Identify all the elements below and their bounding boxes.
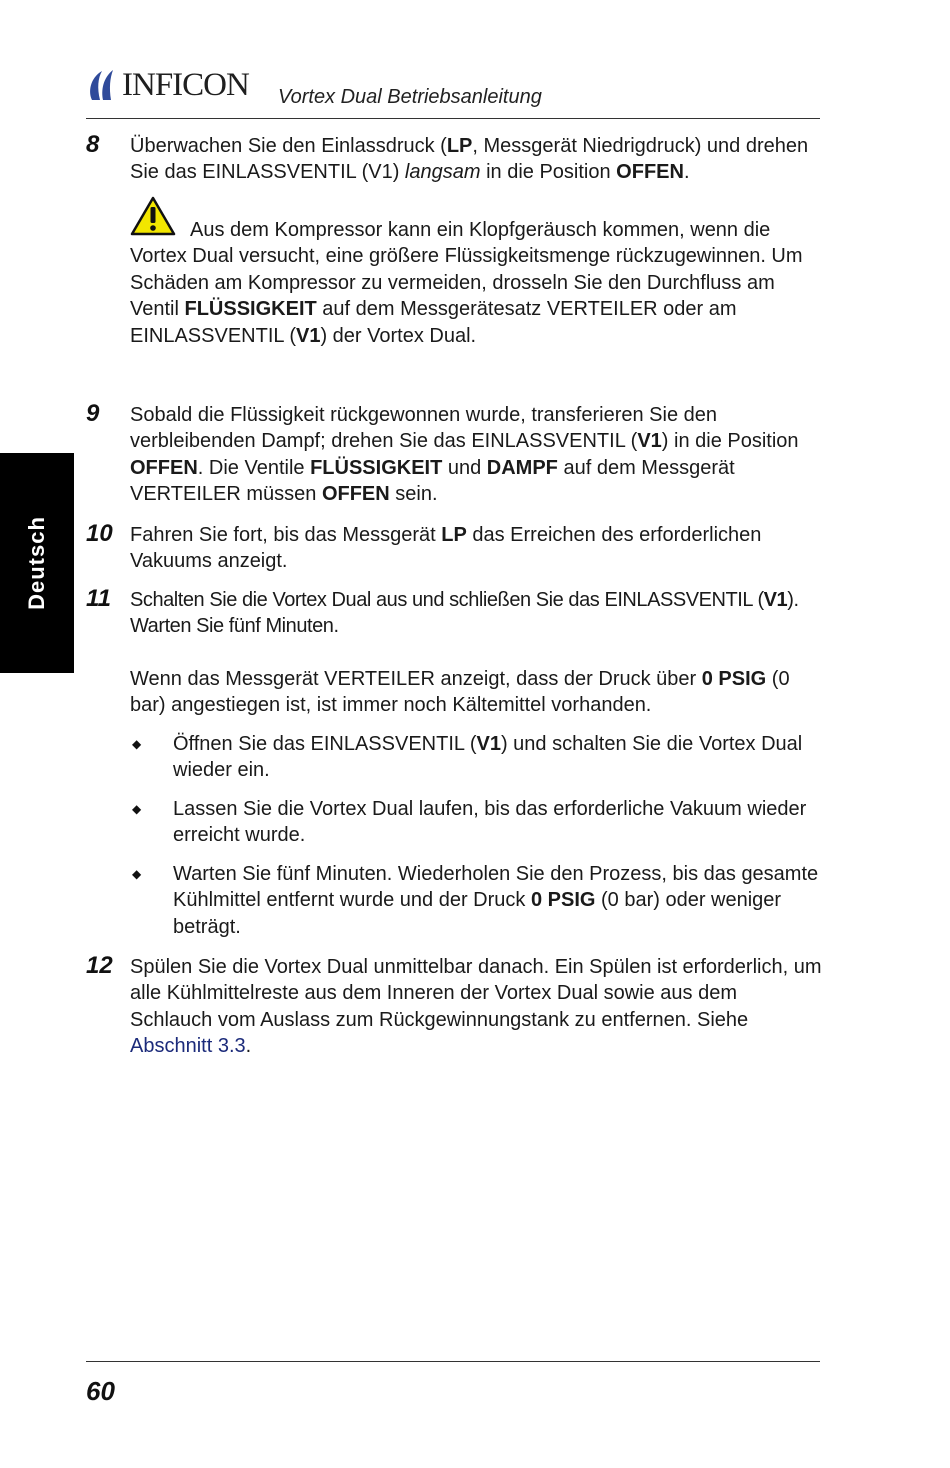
bullet-marker: ◆ [132, 737, 142, 751]
bullet-item-1: Öffnen Sie das EINLASSVENTIL (V1) und schalten Sie die Vortex Dual wieder ein. [173, 733, 803, 782]
bullet-marker: ◆ [132, 802, 142, 816]
inficon-logo [86, 62, 249, 102]
step-11-text: Schalten Sie die Vortex Dual aus und schließen Sie das EINLASSVENTIL (V1). Warten Sie fünf Minuten. [130, 589, 799, 638]
language-tab [0, 453, 74, 673]
bullet-marker: ◆ [132, 867, 142, 881]
page-number: 60 [86, 1376, 115, 1406]
section-link[interactable]: Abschnitt 3.3 [130, 1035, 246, 1058]
step-number-12: 12 [86, 952, 113, 979]
logo-wordmark: INFICON [122, 67, 249, 103]
step-11-note: Wenn das Messgerät VERTEILER anzeigt, dass der Druck über 0 PSIG (0 bar) angestiegen ist, ist immer noch Kältemittel vorhanden. [130, 668, 790, 717]
step-number-10: 10 [86, 520, 113, 547]
language-tab-label: Deutsch [24, 516, 49, 610]
bullet-item-2: Lassen Sie die Vortex Dual laufen, bis das erforderliche Vakuum wieder erreicht wurde. [173, 798, 807, 847]
step-10-text: Fahren Sie fort, bis das Messgerät LP das Erreichen des erforderlichen Vakuums anzeigt. [130, 524, 762, 573]
step-12-text: Spülen Sie die Vortex Dual unmittelbar danach. Ein Spülen ist erforderlich, um alle Kühlmittelreste aus dem Inneren der Vortex Dual sowie aus dem Schlauch vom Auslass zum Rückgewinnungstank zu entfernen. Siehe Abschnitt 3.3. [130, 956, 822, 1058]
step-8-text: Überwachen Sie den Einlassdruck (LP, Messgerät Niedrigdruck) und drehen Sie das EINLASSVENTIL (V1) langsam in die Position OFFEN. [130, 135, 809, 184]
bullet-item-3: Warten Sie fünf Minuten. Wiederholen Sie den Prozess, bis das gesamte Kühlmittel entfernt wurde und der Druck 0 PSIG (0 bar) oder weniger beträgt. [173, 863, 819, 938]
footer-rule [86, 1361, 820, 1362]
step-number-11: 11 [86, 585, 111, 612]
document-title: Vortex Dual Betriebsanleitung [278, 86, 542, 108]
step-number-8: 8 [86, 131, 100, 158]
step-number-9: 9 [86, 400, 100, 427]
header-rule [86, 118, 820, 119]
inficon-logo-mark [86, 66, 120, 102]
step-9-text: Sobald die Flüssigkeit rückgewonnen wurde, transferieren Sie den verbleibenden Dampf; drehen Sie das EINLASSVENTIL (V1) in die Position OFFEN. Die Ventile FLÜSSIGKEIT und DAMPF auf dem Messgerät VERTEILER müssen OFFEN sein. [130, 404, 799, 506]
warning-text: Aus dem Kompressor kann ein Klopfgeräusch kommen, wenn die Vortex Dual versucht, eine größere Flüssigkeitsmenge rückzugewinnen. Um Schäden am Kompressor zu vermeiden, drosseln Sie den Durchfluss am Ventil FLÜSSIGKEIT auf dem Messgerätesatz VERTEILER oder am EINLASSVENTIL (V1) der Vortex Dual. [130, 219, 803, 347]
